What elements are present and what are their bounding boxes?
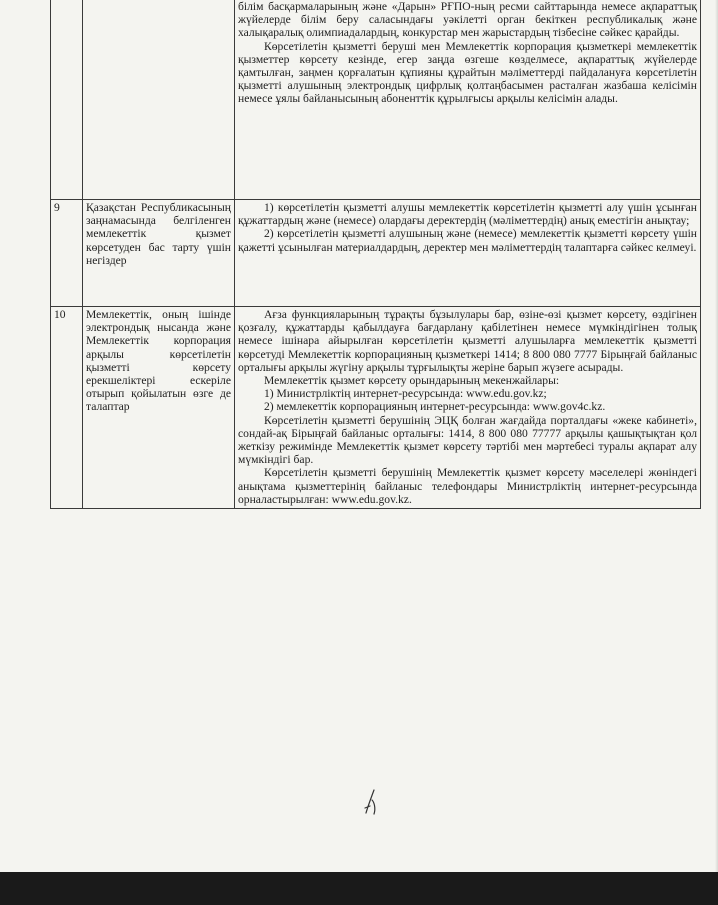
row-label: Қазақстан Республикасының заңнамасында белгіленген мемлекеттік қызмет көрсетуден бас тарту үшін негіздер	[86, 201, 231, 267]
paragraph: 1) көрсетілетін қызметті алушы мемлекеттік көрсетілетін қызметті алу үшін ұсынған құжаттардың және (немесе) олардағы деректердің (мәліметтердің) анық еместігін анықтау;	[238, 201, 697, 228]
table-row	[51, 200, 701, 307]
paragraph: 2) мемлекеттік корпорацияның интернет-ресурсында: www.gov4c.kz.	[264, 400, 606, 414]
services-table	[50, 0, 701, 509]
signature-mark	[362, 786, 384, 821]
paragraph: Көрсетілетін қызметті беруші мен Мемлекеттік корпорация қызметкері мемлекеттік қызметтер көрсету кезінде, егер заңда өзгеше көзделмесе, ақпараттық жүйелерде қамтылған, заңмен қорғалатын құпияны құрайтын мәліметтерді пайдалануға көрсетілетін қызметті алушының электрондық цифрлық қолтаңбасымен расталған жазбаша келісімін немесе ұялы байланысының абоненттік құрылғысы арқылы келісімін алады.	[238, 39, 697, 106]
row-label	[83, 0, 235, 200]
table-row	[51, 307, 701, 509]
row-content	[235, 0, 701, 200]
paragraph: Ағза функцияларының тұрақты бұзылулары бар, өзіне-өзі қызмет көрсету, өздігінен қозғалу, құжаттарды қабылдауға бағдарлану қабілетінен немесе мүмкіндігінен толық немесе ішінара айырылған көрсетілетін қызметті алушыларға мемлекеттік қызметті көрсетуді Мемлекеттік корпорацияның қызметкері 1414; 8 800 080 7777 Бірыңғай байланыс орталығы арқылы жүгіну арқылы тұрғылықты жеріне барып жүзеге асырады.	[238, 308, 697, 374]
row-number: 10	[51, 307, 83, 509]
paragraph: Көрсетілетін қызметті берушінің ЭЦҚ болған жағдайда порталдағы «жеке кабинеті», сондай-ақ Бірыңғай байланыс орталығы: 1414, 8 800 080 77777 арқылы қашықтықтан қол жеткізу режимінде Мемлекеттік қызмет көрсету тәртібі мен мәртебесі туралы ақпарат алу мүмкіндігі бар.	[238, 413, 697, 467]
paragraph: Мемлекеттік қызмет көрсету орындарының мекенжайлары:	[264, 374, 560, 388]
row-number: 9	[51, 200, 83, 307]
row-content	[235, 200, 701, 307]
paragraph: білім басқармаларының және «Дарын» РҒПО-ның ресми сайттарында немесе ақпараттық жүйелерде білім беру саласындағы уәкілетті орган бекіткен республикалық және халықаралық олимпиадалардың, конкурстар мен жарыстардың тізбесіне сәйкес қарайды.	[238, 0, 697, 40]
row-number	[51, 0, 83, 200]
row-content	[235, 307, 701, 509]
bottom-bar	[0, 872, 718, 905]
paragraph: 2) көрсетілетін қызметті алушының және (немесе) мемлекеттік қызметті көрсету үшін қажетті ұсынылған материалдардың, деректер мен мәліметтердің талаптарға сәйкес келмеуі.	[238, 227, 697, 254]
table-row	[51, 0, 701, 200]
paragraph: Көрсетілетін қызметті берушінің Мемлекеттік қызмет көрсету мәселелері жөніндегі анықтама қызметтерінің байланыс телефондары Министрліктің интернет-ресурсында орналастырылған: www.edu.gov.kz.	[238, 466, 697, 506]
paragraph: 1) Министрліктің интернет-ресурсында: www.edu.gov.kz;	[264, 387, 547, 401]
row-label: Мемлекеттік, оның ішінде электрондық нысанда және Мемлекеттік корпорация арқылы көрсетілетін қызметті көрсету ерекшеліктері ескеріле отырып қойылатын өзге де талаптар	[86, 308, 231, 414]
